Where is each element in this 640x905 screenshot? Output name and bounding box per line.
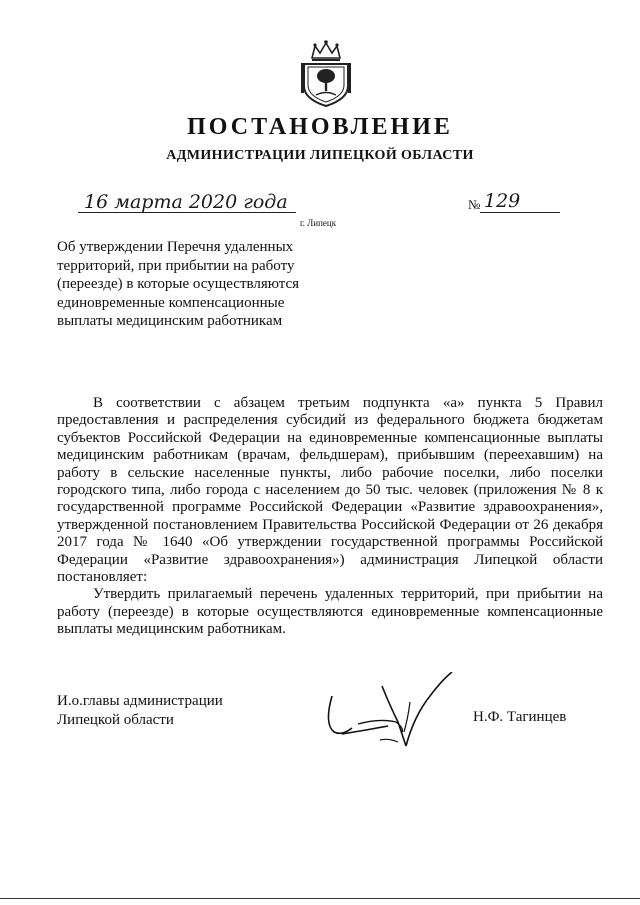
document-type-title: ПОСТАНОВЛЕНИЕ [187, 114, 453, 140]
signatory-name: Н.Ф. Тагинцев [473, 709, 567, 725]
signatory-position-line-2: Липецкой области [57, 711, 174, 728]
document-date: 16 марта 2020 года [84, 191, 288, 213]
number-label: № [468, 197, 481, 212]
signatory-position-line-1: И.о.главы администрации [57, 693, 223, 709]
signatory-position [57, 692, 223, 729]
page-bottom-edge [0, 898, 640, 899]
body-paragraph-1: В соответствии с абзацем третьим подпункта «а» пункта 5 Правил предоставления и распределения субсидий из федерального бюджета бюджетам субъектов Российской Федерации на единовременные компенсационные выплаты медицинским работникам (врачам, фельдшерам), прибывшим (переехавшим) на работу в сельские населенные пункты, либо рабочие поселки, либо поселки городского типа, либо города с населением до 50 тыс. человек (приложения № 8 к государственной программе Российской Федерации «Развитие здравоохранения», утвержденной постановлением Правительства Российской Федерации от 26 декабря 2017 года № 1640 «Об утверждении государственной программы Российской Федерации «Развитие здравоохранения») администрация Липецкой области постановляет: [57, 395, 603, 586]
date-underline [78, 212, 296, 213]
coat-of-arms-icon [298, 36, 354, 108]
document-number: 129 [484, 190, 521, 212]
document-body [57, 395, 603, 639]
document-subject: Об утверждении Перечня удаленных территорий, при прибытии на работу (переезде) в которые осуществляются единовременные компенсационные выплаты медицинским работникам [57, 239, 300, 330]
document-city: г. Липецк [300, 218, 337, 228]
handwritten-signature-icon [318, 672, 466, 762]
body-paragraph-2: Утвердить прилагаемый перечень удаленных территорий, при прибытии на работу (переезде) в которые осуществляются единовременные компенсационные выплаты медицинским работникам. [57, 586, 603, 638]
number-underline [480, 212, 560, 213]
issuing-organization: АДМИНИСТРАЦИИ ЛИПЕЦКОЙ ОБЛАСТИ [166, 148, 474, 163]
